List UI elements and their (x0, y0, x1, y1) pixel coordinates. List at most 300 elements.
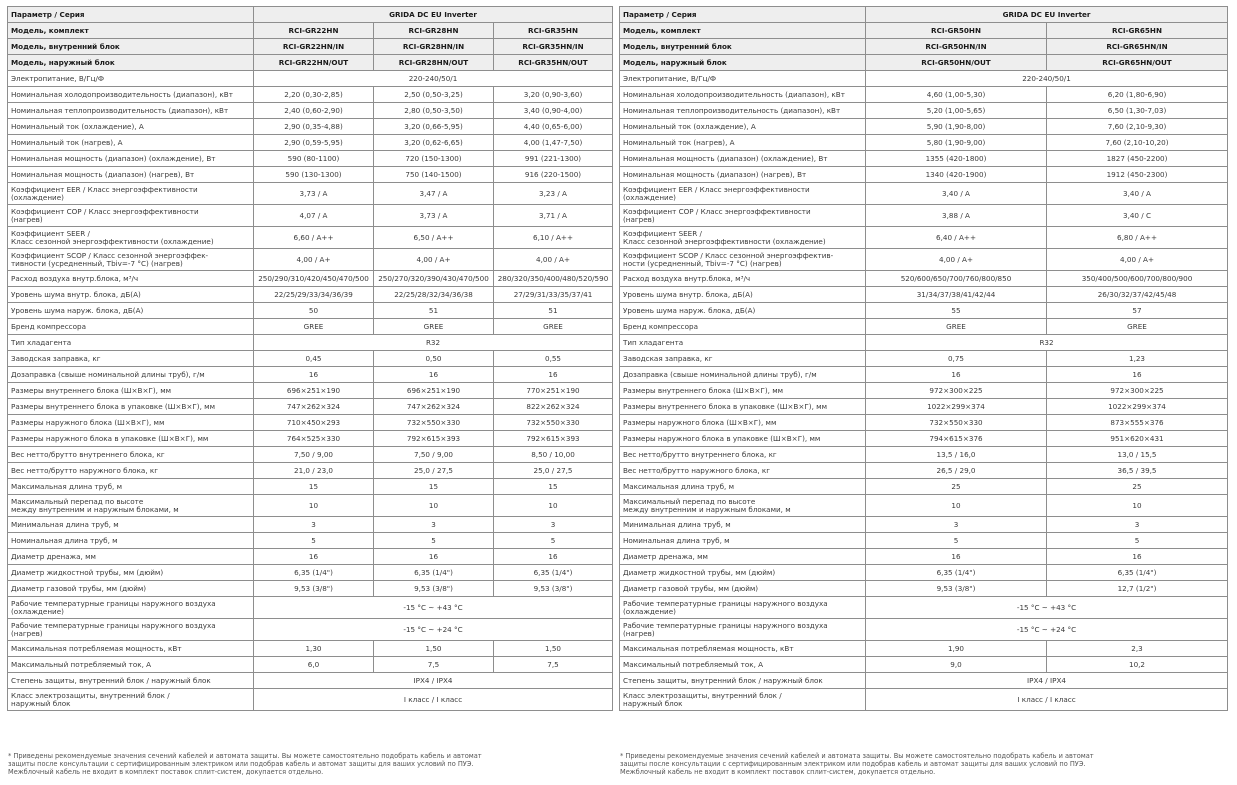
spec-value: 747×262×324 (254, 399, 374, 415)
spec-value: 520/600/650/700/760/800/850 (866, 271, 1047, 287)
param-label: Модель, наружный блок (8, 55, 254, 71)
spec-value: 16 (866, 367, 1047, 383)
spec-row (620, 495, 1228, 517)
param-label: Размеры внутреннего блока (Ш×В×Г), мм (620, 383, 866, 399)
spec-row (620, 351, 1228, 367)
spec-row (620, 167, 1228, 183)
spec-value-merged: R32 (254, 335, 613, 351)
spec-value: 10 (374, 495, 494, 517)
spec-value: 1912 (450-2300) (1047, 167, 1228, 183)
spec-value: 6,50 / A++ (374, 227, 494, 249)
spec-value: 4,00 / A+ (494, 249, 613, 271)
spec-row (8, 597, 613, 619)
spec-value: 16 (1047, 549, 1228, 565)
spec-row (620, 103, 1228, 119)
spec-value-merged: IPX4 / IPX4 (254, 673, 613, 689)
param-label: Номинальная мощность (диапазон) (нагрев), Вт (620, 167, 866, 183)
header-row (8, 23, 613, 39)
spec-row (620, 565, 1228, 581)
spec-value: 3 (1047, 517, 1228, 533)
spec-value: 1,30 (254, 641, 374, 657)
spec-value: 4,60 (1,00-5,30) (866, 87, 1047, 103)
spec-row (620, 367, 1228, 383)
spec-value: 720 (150-1300) (374, 151, 494, 167)
param-label: Диаметр газовой трубы, мм (дюйм) (8, 581, 254, 597)
param-label: Номинальный ток (охлаждение), А (620, 119, 866, 135)
spec-value: 972×300×225 (866, 383, 1047, 399)
spec-value: 13,0 / 15,5 (1047, 447, 1228, 463)
spec-value-merged: I класс / I класс (866, 689, 1228, 711)
spec-row (620, 205, 1228, 227)
spec-value: RCI-GR65HN/IN (1047, 39, 1228, 55)
spec-value: 4,00 / A+ (254, 249, 374, 271)
param-label: Номинальный ток (нагрев), А (8, 135, 254, 151)
param-label: Тип хладагента (620, 335, 866, 351)
spec-value: 3,73 / A (254, 183, 374, 205)
param-label: Уровень шума наруж. блока, дБ(А) (8, 303, 254, 319)
spec-value: 0,75 (866, 351, 1047, 367)
spec-row (8, 119, 613, 135)
spec-value: 3 (494, 517, 613, 533)
param-label: Уровень шума внутр. блока, дБ(А) (8, 287, 254, 303)
spec-value: 1,23 (1047, 351, 1228, 367)
spec-row (8, 367, 613, 383)
spec-row (620, 517, 1228, 533)
spec-value-merged: R32 (866, 335, 1228, 351)
spec-row (620, 119, 1228, 135)
spec-value: 4,00 / A+ (374, 249, 494, 271)
spec-row (620, 87, 1228, 103)
spec-value: 6,40 / A++ (866, 227, 1047, 249)
spec-value: 6,0 (254, 657, 374, 673)
param-label: Размеры наружного блока в упаковке (Ш×В×Г), мм (8, 431, 254, 447)
spec-value-merged: IPX4 / IPX4 (866, 673, 1228, 689)
spec-value: RCI-GR50HN (866, 23, 1047, 39)
param-label: Номинальный ток (охлаждение), А (8, 119, 254, 135)
spec-value-merged: -15 °C ~ +43 °C (866, 597, 1228, 619)
spec-value: 590 (130-1300) (254, 167, 374, 183)
spec-value: 1,90 (866, 641, 1047, 657)
spec-value: 732×550×330 (866, 415, 1047, 431)
spec-row (8, 183, 613, 205)
spec-value: RCI-GR28HN/OUT (374, 55, 494, 71)
spec-table-right (619, 6, 1228, 711)
spec-value: 6,35 (1/4") (374, 565, 494, 581)
spec-value: 4,00 / A+ (866, 249, 1047, 271)
spec-value: 7,5 (494, 657, 613, 673)
param-label: Модель, комплект (8, 23, 254, 39)
spec-value: 0,55 (494, 351, 613, 367)
spec-value: 792×615×393 (374, 431, 494, 447)
param-label: Номинальный ток (нагрев), А (620, 135, 866, 151)
spec-value: 1,50 (494, 641, 613, 657)
spec-row (8, 335, 613, 351)
spec-row (8, 533, 613, 549)
param-label: Номинальная мощность (диапазон) (охлаждение), Вт (8, 151, 254, 167)
spec-value: 3,20 (0,62-6,65) (374, 135, 494, 151)
spec-value: 8,50 / 10,00 (494, 447, 613, 463)
spec-row (8, 351, 613, 367)
spec-row (8, 167, 613, 183)
spec-value: 3,47 / A (374, 183, 494, 205)
spec-value: 951×620×431 (1047, 431, 1228, 447)
spec-value: 3,20 (0,66-5,95) (374, 119, 494, 135)
spec-value: 15 (374, 479, 494, 495)
header-row (8, 55, 613, 71)
param-label: Номинальная длина труб, м (620, 533, 866, 549)
param-label: Расход воздуха внутр.блока, м³/ч (8, 271, 254, 287)
spec-value: GREE (374, 319, 494, 335)
param-label: Модель, наружный блок (620, 55, 866, 71)
spec-value: 7,50 / 9,00 (374, 447, 494, 463)
spec-value: 822×262×324 (494, 399, 613, 415)
header-row (620, 23, 1228, 39)
spec-row (8, 581, 613, 597)
spec-value: 10,2 (1047, 657, 1228, 673)
spec-value: 710×450×293 (254, 415, 374, 431)
spec-row (620, 227, 1228, 249)
param-label: Вес нетто/брутто наружного блока, кг (8, 463, 254, 479)
spec-row (8, 271, 613, 287)
param-label: Заводская заправка, кг (8, 351, 254, 367)
param-label: Уровень шума наруж. блока, дБ(А) (620, 303, 866, 319)
param-label: Размеры внутреннего блока (Ш×В×Г), мм (8, 383, 254, 399)
param-label: Коэффициент EER / Класс энергоэффективности (охлаждение) (8, 183, 254, 205)
spec-value: 4,00 / A+ (1047, 249, 1228, 271)
param-label: Коэффициент EER / Класс энергоэффективности (охлаждение) (620, 183, 866, 205)
header-row (8, 7, 613, 23)
param-label: Минимальная длина труб, м (8, 517, 254, 533)
spec-value: 732×550×330 (494, 415, 613, 431)
spec-value: 3,40 / A (1047, 183, 1228, 205)
spec-value: 16 (866, 549, 1047, 565)
spec-value: 6,35 (1/4") (1047, 565, 1228, 581)
spec-value: 6,35 (1/4") (254, 565, 374, 581)
spec-value: GREE (866, 319, 1047, 335)
param-label: Максимальный перепад по высоте между внутренним и наружным блоками, м (8, 495, 254, 517)
param-label: Вес нетто/брутто внутреннего блока, кг (8, 447, 254, 463)
spec-value: 2,50 (0,50-3,25) (374, 87, 494, 103)
footnote-right: * Приведены рекомендуемые значения сечений кабелей и автомата защиты. Вы можете самостоятельно подобрать кабель и автомат защиты после консультации с сертифицированным электриком или подобрав кабель и автомат защиты для ваших условий по ПУЭ. Межблочный кабель не входит в комплект поставок сплит-систем, докупается отдельно. (620, 752, 1094, 777)
param-label: Бренд компрессора (620, 319, 866, 335)
spec-value: 5 (866, 533, 1047, 549)
param-label: Рабочие температурные границы наружного воздуха (нагрев) (620, 619, 866, 641)
spec-value: 792×615×393 (494, 431, 613, 447)
param-label: Заводская заправка, кг (620, 351, 866, 367)
spec-value: RCI-GR65HN/OUT (1047, 55, 1228, 71)
spec-value: 764×525×330 (254, 431, 374, 447)
param-label: Максимальная длина труб, м (8, 479, 254, 495)
spec-value: 5 (494, 533, 613, 549)
spec-value: 747×262×324 (374, 399, 494, 415)
param-label: Бренд компрессора (8, 319, 254, 335)
spec-row (620, 619, 1228, 641)
spec-value: 696×251×190 (254, 383, 374, 399)
spec-value-merged: 220-240/50/1 (866, 71, 1228, 87)
param-label: Номинальная мощность (диапазон) (нагрев), Вт (8, 167, 254, 183)
param-label: Степень защиты, внутренний блок / наружный блок (8, 673, 254, 689)
spec-value: 7,5 (374, 657, 494, 673)
spec-value: 5 (254, 533, 374, 549)
spec-value: 10 (866, 495, 1047, 517)
spec-value: 5,90 (1,90-8,00) (866, 119, 1047, 135)
spec-row (8, 565, 613, 581)
param-label: Коэффициент SEER / Класс сезонной энергоэффективности (охлаждение) (8, 227, 254, 249)
spec-value: 2,90 (0,35-4,88) (254, 119, 374, 135)
spec-value: 6,50 (1,30-7,03) (1047, 103, 1228, 119)
spec-value: 2,3 (1047, 641, 1228, 657)
param-label: Уровень шума внутр. блока, дБ(А) (620, 287, 866, 303)
header-row (620, 39, 1228, 55)
spec-value: RCI-GR22HN (254, 23, 374, 39)
spec-row (8, 479, 613, 495)
param-label: Номинальная холодопроизводительность (диапазон), кВт (620, 87, 866, 103)
spec-value: 770×251×190 (494, 383, 613, 399)
spec-value: 250/290/310/420/450/470/500 (254, 271, 374, 287)
spec-value: 3 (374, 517, 494, 533)
param-label: Коэффициент SCOP / Класс сезонной энергоэффек- тивности (усредненный, Tbiv=-7 °C) (нагрев) (8, 249, 254, 271)
spec-row (620, 641, 1228, 657)
param-label: Электропитание, В/Гц/Ф (8, 71, 254, 87)
spec-row (620, 415, 1228, 431)
spec-value: 31/34/37/38/41/42/44 (866, 287, 1047, 303)
spec-value: 590 (80-1100) (254, 151, 374, 167)
spec-value: 3 (254, 517, 374, 533)
spec-value: 1355 (420-1800) (866, 151, 1047, 167)
spec-value: 0,45 (254, 351, 374, 367)
spec-value: 10 (254, 495, 374, 517)
spec-row (8, 673, 613, 689)
param-label: Класс электрозащиты, внутренний блок / наружный блок (8, 689, 254, 711)
param-label: Тип хладагента (8, 335, 254, 351)
spec-row (620, 597, 1228, 619)
spec-value: 7,60 (2,10-10,20) (1047, 135, 1228, 151)
spec-value: GREE (1047, 319, 1228, 335)
param-label: Диаметр дренажа, мм (620, 549, 866, 565)
spec-value-merged: 220-240/50/1 (254, 71, 613, 87)
param-label: Максимальная потребляемая мощность, кВт (8, 641, 254, 657)
spec-row (8, 71, 613, 87)
spec-value: 5,20 (1,00-5,65) (866, 103, 1047, 119)
param-label: Диаметр жидкостной трубы, мм (дюйм) (620, 565, 866, 581)
spec-value: 9,53 (3/8") (494, 581, 613, 597)
spec-value: 2,80 (0,50-3,50) (374, 103, 494, 119)
param-label: Вес нетто/брутто внутреннего блока, кг (620, 447, 866, 463)
spec-row (8, 87, 613, 103)
spec-value: 10 (1047, 495, 1228, 517)
param-label: Модель, внутренний блок (8, 39, 254, 55)
spec-value: 12,7 (1/2") (1047, 581, 1228, 597)
spec-value: 5,80 (1,90-9,00) (866, 135, 1047, 151)
spec-value: 873×555×376 (1047, 415, 1228, 431)
spec-value: 696×251×190 (374, 383, 494, 399)
spec-row (620, 533, 1228, 549)
spec-row (8, 549, 613, 565)
footnote-left: * Приведены рекомендуемые значения сечений кабелей и автомата защиты. Вы можете самостоятельно подобрать кабель и автомат защиты после консультации с сертифицированным электриком или подобрав кабель и автомат защиты для ваших условий по ПУЭ. Межблочный кабель не входит в комплект поставок сплит-систем, докупается отдельно. (8, 752, 482, 777)
spec-value: GREE (494, 319, 613, 335)
spec-value: 2,40 (0,60-2,90) (254, 103, 374, 119)
spec-value-merged: -15 °C ~ +24 °C (866, 619, 1228, 641)
spec-row (8, 431, 613, 447)
param-label: Рабочие температурные границы наружного воздуха (нагрев) (8, 619, 254, 641)
param-label: Диаметр газовой трубы, мм (дюйм) (620, 581, 866, 597)
param-label: Вес нетто/брутто наружного блока, кг (620, 463, 866, 479)
spec-value: 250/270/320/390/430/470/500 (374, 271, 494, 287)
spec-value: 9,53 (3/8") (866, 581, 1047, 597)
spec-value: 916 (220-1500) (494, 167, 613, 183)
spec-row (620, 335, 1228, 351)
spec-value: 16 (374, 367, 494, 383)
spec-value: RCI-GR22HN/OUT (254, 55, 374, 71)
spec-value: 9,0 (866, 657, 1047, 673)
spec-value: 55 (866, 303, 1047, 319)
param-label: Диаметр жидкостной трубы, мм (дюйм) (8, 565, 254, 581)
spec-value-merged: -15 °C ~ +24 °C (254, 619, 613, 641)
spec-value: 1,50 (374, 641, 494, 657)
spec-value: 1340 (420-1900) (866, 167, 1047, 183)
spec-value: RCI-GR35HN/OUT (494, 55, 613, 71)
spec-value: 3,23 / A (494, 183, 613, 205)
spec-value: 36,5 / 39,5 (1047, 463, 1228, 479)
spec-value: 350/400/500/600/700/800/900 (1047, 271, 1228, 287)
spec-value: RCI-GR35HN/IN (494, 39, 613, 55)
spec-value: RCI-GR22HN/IN (254, 39, 374, 55)
param-label: Модель, комплект (620, 23, 866, 39)
param-label: Дозаправка (свыше номинальной длины труб), г/м (8, 367, 254, 383)
param-label: Рабочие температурные границы наружного воздуха (охлаждение) (620, 597, 866, 619)
spec-row (620, 399, 1228, 415)
header-row (620, 7, 1228, 23)
spec-value: 25 (866, 479, 1047, 495)
spec-row (8, 383, 613, 399)
spec-row (620, 463, 1228, 479)
spec-value-merged: GRIDA DC EU Inverter (254, 7, 613, 23)
spec-value: 51 (374, 303, 494, 319)
spec-row (8, 135, 613, 151)
spec-value: 27/29/31/33/35/37/41 (494, 287, 613, 303)
spec-row (8, 103, 613, 119)
spec-value: 3,40 / C (1047, 205, 1228, 227)
spec-table-right-body (620, 7, 1228, 711)
param-label: Параметр / Серия (620, 7, 866, 23)
header-row (8, 39, 613, 55)
spec-value: 0,50 (374, 351, 494, 367)
spec-value: 6,35 (1/4") (866, 565, 1047, 581)
spec-row (620, 151, 1228, 167)
spec-value: RCI-GR50HN/OUT (866, 55, 1047, 71)
spec-value: GREE (254, 319, 374, 335)
spec-value: 3,73 / A (374, 205, 494, 227)
spec-value: 16 (374, 549, 494, 565)
spec-value-merged: I класс / I класс (254, 689, 613, 711)
spec-value: 9,53 (3/8") (254, 581, 374, 597)
spec-value: RCI-GR65HN (1047, 23, 1228, 39)
spec-row (620, 303, 1228, 319)
param-label: Минимальная длина труб, м (620, 517, 866, 533)
spec-value: 22/25/29/33/34/36/39 (254, 287, 374, 303)
spec-value: 3,71 / A (494, 205, 613, 227)
spec-row (620, 689, 1228, 711)
spec-value: 732×550×330 (374, 415, 494, 431)
param-label: Номинальная мощность (диапазон) (охлаждение), Вт (620, 151, 866, 167)
spec-value: RCI-GR28HN (374, 23, 494, 39)
spec-value: 16 (254, 549, 374, 565)
spec-row (8, 619, 613, 641)
spec-row (620, 287, 1228, 303)
param-label: Максимальная длина труб, м (620, 479, 866, 495)
spec-row (8, 205, 613, 227)
spec-value: 1827 (450-2200) (1047, 151, 1228, 167)
spec-value: 15 (494, 479, 613, 495)
spec-row (8, 227, 613, 249)
spec-value: 3,88 / A (866, 205, 1047, 227)
spec-value: 26,5 / 29,0 (866, 463, 1047, 479)
spec-value: 21,0 / 23,0 (254, 463, 374, 479)
spec-value: 26/30/32/37/42/45/48 (1047, 287, 1228, 303)
spec-value: 4,40 (0,65-6,00) (494, 119, 613, 135)
param-label: Класс электрозащиты, внутренний блок / наружный блок (620, 689, 866, 711)
spec-value: 6,20 (1,80-6,90) (1047, 87, 1228, 103)
param-label: Номинальная теплопроизводительность (диапазон), кВт (620, 103, 866, 119)
spec-value: 1022×299×374 (866, 399, 1047, 415)
param-label: Расход воздуха внутр.блока, м³/ч (620, 271, 866, 287)
spec-row (620, 479, 1228, 495)
param-label: Номинальная длина труб, м (8, 533, 254, 549)
spec-value: 25,0 / 27,5 (374, 463, 494, 479)
spec-value: 5 (1047, 533, 1228, 549)
spec-row (8, 249, 613, 271)
spec-value: 16 (494, 549, 613, 565)
spec-table-left (7, 6, 613, 711)
spec-value: 16 (254, 367, 374, 383)
spec-value: 25 (1047, 479, 1228, 495)
spec-row (620, 549, 1228, 565)
param-label: Максимальный потребляемый ток, А (8, 657, 254, 673)
spec-value: 1022×299×374 (1047, 399, 1228, 415)
spec-row (620, 431, 1228, 447)
spec-value: 2,90 (0,59-5,95) (254, 135, 374, 151)
spec-row (620, 249, 1228, 271)
param-label: Коэффициент COP / Класс энергоэффективности (нагрев) (620, 205, 866, 227)
spec-value: 3 (866, 517, 1047, 533)
param-label: Максимальная потребляемая мощность, кВт (620, 641, 866, 657)
spec-row (620, 447, 1228, 463)
spec-row (8, 657, 613, 673)
spec-value: 3,20 (0,90-3,60) (494, 87, 613, 103)
spec-value: 50 (254, 303, 374, 319)
spec-value: 794×615×376 (866, 431, 1047, 447)
spec-row (8, 495, 613, 517)
spec-value: 9,53 (3/8") (374, 581, 494, 597)
spec-value: 6,10 / A++ (494, 227, 613, 249)
spec-value-merged: -15 °C ~ +43 °C (254, 597, 613, 619)
spec-row (620, 319, 1228, 335)
param-label: Размеры наружного блока (Ш×В×Г), мм (8, 415, 254, 431)
param-label: Размеры наружного блока в упаковке (Ш×В×Г), мм (620, 431, 866, 447)
param-label: Электропитание, В/Гц/Ф (620, 71, 866, 87)
spec-value: 6,35 (1/4") (494, 565, 613, 581)
spec-value: RCI-GR35HN (494, 23, 613, 39)
header-row (620, 55, 1228, 71)
param-label: Номинальная холодопроизводительность (диапазон), кВт (8, 87, 254, 103)
spec-row (620, 71, 1228, 87)
param-label: Коэффициент SCOP / Класс сезонной энергоэффектив- ности (усредненный, Tbiv=-7 °C) (нагрев) (620, 249, 866, 271)
spec-value: 2,20 (0,30-2,85) (254, 87, 374, 103)
spec-row (8, 463, 613, 479)
spec-value: 280/320/350/400/480/520/590 (494, 271, 613, 287)
spec-value-merged: GRIDA DC EU Inverter (866, 7, 1228, 23)
spec-row (620, 657, 1228, 673)
